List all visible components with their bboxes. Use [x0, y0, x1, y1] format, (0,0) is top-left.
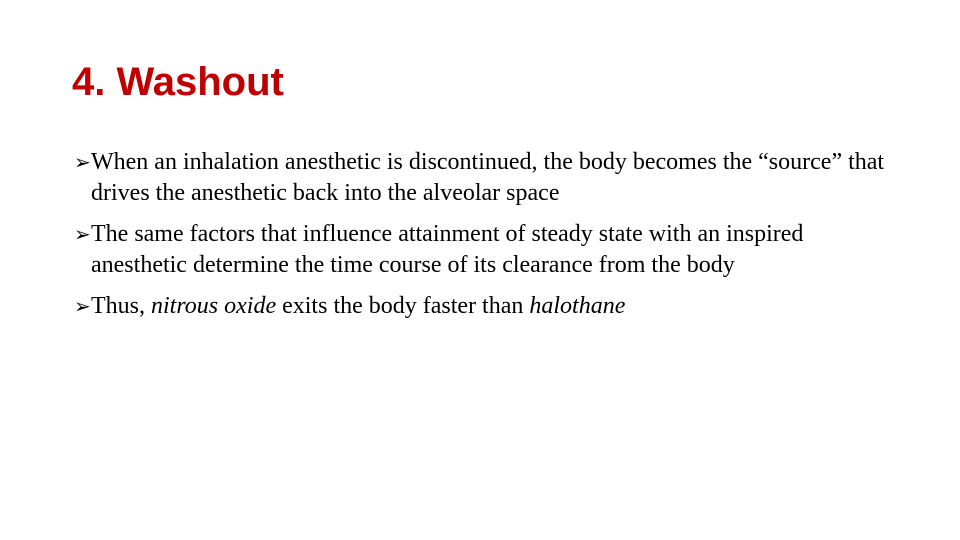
- slide-title: 4. Washout: [72, 60, 284, 104]
- bullet-item: [74, 147, 894, 209]
- bullet-text: [91, 149, 884, 206]
- drug-name-halothane: halothane: [529, 293, 626, 319]
- arrowhead-bullet-icon: ➢: [74, 222, 91, 246]
- bullet-text: [91, 293, 625, 319]
- bullet-item: [74, 291, 894, 322]
- bullet-list: [74, 147, 894, 332]
- arrowhead-bullet-icon: ➢: [74, 150, 91, 174]
- bullet-text-segment: exits the body faster than: [276, 293, 530, 319]
- arrowhead-bullet-icon: ➢: [74, 294, 91, 318]
- drug-name-nitrous-oxide: nitrous oxide: [151, 293, 277, 319]
- bullet-item: [74, 219, 894, 281]
- bullet-text-segment: Thus,: [91, 293, 151, 319]
- bullet-text-segment: When an inhalation anesthetic is discontinued, the body becomes the “source” that drives the anesthetic back into the alveolar space: [91, 149, 885, 206]
- bullet-text: [91, 221, 803, 278]
- bullet-text-segment: The same factors that influence attainment of steady state with an inspired anesthetic determine the time course of its clearance from the body: [91, 221, 804, 278]
